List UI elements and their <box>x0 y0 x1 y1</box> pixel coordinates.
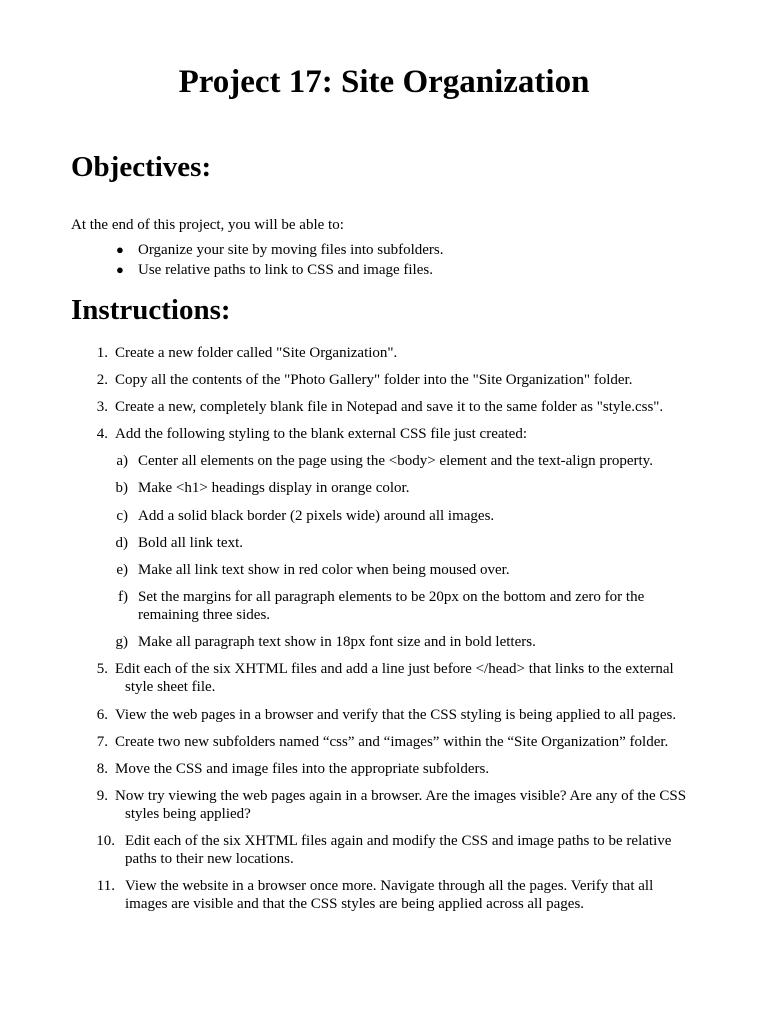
substep-letter: c) <box>116 508 128 524</box>
step-text-continued: styles being applied? <box>125 806 251 822</box>
substep-letter: e) <box>116 562 128 578</box>
instructions-heading: Instructions: <box>71 294 231 326</box>
step-number: 9. <box>96 788 108 804</box>
objectives-intro: At the end of this project, you will be able to: <box>71 217 344 233</box>
step-text: Edit each of the six XHTML files again and modify the CSS and image paths to be relative <box>125 833 672 849</box>
substep-text: Add a solid black border (2 pixels wide) around all images. <box>138 508 495 524</box>
step-number: 2. <box>96 372 108 388</box>
step-text: Move the CSS and image files into the appropriate subfolders. <box>115 761 490 777</box>
substep-text: Set the margins for all paragraph elements to be 20px on the bottom and zero for the <box>138 589 645 605</box>
step-text-continued: style sheet file. <box>125 679 216 695</box>
objective-text: Organize your site by moving files into subfolders. <box>138 242 444 258</box>
step-text: View the web pages in a browser and verify that the CSS styling is being applied to all pages. <box>115 707 677 723</box>
step-text: Copy all the contents of the "Photo Gallery" folder into the "Site Organization" folder. <box>115 372 633 388</box>
page-title: Project 17: Site Organization <box>178 64 590 100</box>
objective-text: Use relative paths to link to CSS and image files. <box>138 262 433 278</box>
step-text-continued: images are visible and that the CSS styles are being applied across all pages. <box>125 896 585 912</box>
substep-letter: g) <box>115 634 128 650</box>
step-text: Create a new folder called "Site Organization". <box>115 345 398 361</box>
substep-letter: b) <box>115 480 128 496</box>
step-number: 6. <box>96 707 108 723</box>
step-text: Now try viewing the web pages again in a browser. Are the images visible? Are any of the CSS <box>115 788 687 804</box>
step-text: Edit each of the six XHTML files and add a line just before </head> that links to the external <box>115 661 674 677</box>
substep-text: Make all paragraph text show in 18px font size and in bold letters. <box>138 634 536 650</box>
substep-text-continued: remaining three sides. <box>138 607 271 623</box>
step-text-continued: paths to their new locations. <box>125 851 294 867</box>
step-text: View the website in a browser once more. Navigate through all the pages. Verify that all <box>125 878 654 894</box>
step-number: 10. <box>96 833 115 849</box>
step-text: Add the following styling to the blank external CSS file just created: <box>115 426 528 442</box>
step-number: 1. <box>96 345 108 361</box>
step-number: 11. <box>96 878 115 894</box>
objectives-heading: Objectives: <box>71 151 212 183</box>
substep-letter: f) <box>118 589 128 605</box>
step-text: Create a new, completely blank file in Notepad and save it to the same folder as "style.css". <box>115 399 664 415</box>
step-text: Create two new subfolders named “css” and “images” within the “Site Organization” folder. <box>115 734 669 750</box>
step-number: 7. <box>96 734 108 750</box>
step-number: 3. <box>96 399 108 415</box>
step-number: 8. <box>96 761 108 777</box>
substep-letter: a) <box>116 453 128 469</box>
substep-text: Make <h1> headings display in orange color. <box>138 480 410 496</box>
bullet-icon: ● <box>116 242 124 257</box>
step-number: 4. <box>96 426 108 442</box>
step-number: 5. <box>96 661 108 677</box>
substep-letter: d) <box>115 535 128 551</box>
substep-text: Make all link text show in red color when being moused over. <box>138 562 510 578</box>
substep-text: Center all elements on the page using the <body> element and the text-align property. <box>138 453 653 469</box>
bullet-icon: ● <box>116 262 124 277</box>
substep-text: Bold all link text. <box>138 535 243 551</box>
